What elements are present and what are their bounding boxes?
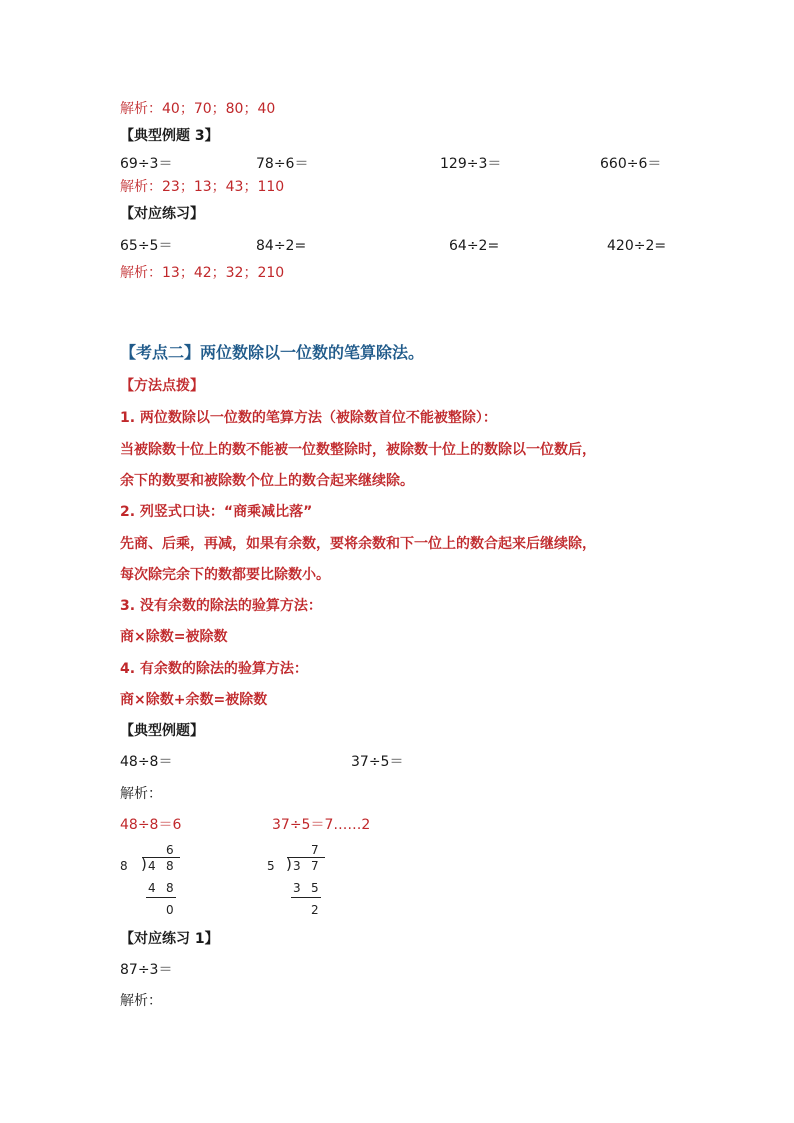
remainder: 2 (311, 903, 319, 917)
problem: 87÷3＝ (120, 962, 173, 978)
problem: 37÷5＝ (351, 754, 404, 770)
result: 37÷5＝7……2 (272, 817, 371, 833)
method-heading: 【方法点拨】 (120, 378, 204, 394)
problem: 84÷2= (256, 238, 307, 254)
method-line: 商×除数=被除数 (120, 629, 228, 645)
method-line: 当被除数十位上的数不能被一位数整除时，被除数十位上的数除以一位数后， (120, 442, 596, 458)
problem: 48÷8＝ (120, 754, 173, 770)
method-line: 商×除数+余数=被除数 (120, 692, 268, 708)
method-line: 2. 列竖式口诀：“商乘减比落” (120, 504, 313, 520)
product-digit: 3 (293, 881, 301, 895)
problem: 78÷6＝ (256, 156, 309, 172)
answer-label: 解析： (120, 101, 162, 117)
divisor: 5 (267, 859, 275, 873)
product-digit: 4 (148, 881, 156, 895)
method-line: 4. 有余数的除法的验算方法： (120, 661, 308, 677)
example3-heading: 【典型例题 3】 (120, 128, 219, 144)
product-digit: 8 (166, 881, 174, 895)
dividend-digit: 7 (311, 859, 319, 873)
subtraction-line (146, 897, 176, 898)
problem: 129÷3＝ (440, 156, 502, 172)
quotient: 6 (166, 843, 174, 857)
result: 48÷8＝6 (120, 817, 182, 833)
dividend-digit: 8 (166, 859, 174, 873)
method-line: 余下的数要和被除数个位上的数合起来继续除。 (120, 473, 414, 489)
problem: 65÷5＝ (120, 238, 173, 254)
method-line: 1. 两位数除以一位数的笔算方法（被除数首位不能被整除）： (120, 410, 497, 426)
example3-answer (120, 178, 284, 196)
division-bar (142, 857, 180, 858)
answer-label: 解析： (120, 265, 162, 281)
example-heading: 【典型例题】 (120, 723, 204, 739)
method-line: 先商、后乘，再减，如果有余数，要将余数和下一位上的数合起来后继续除， (120, 536, 596, 552)
division-bracket: ) (286, 855, 292, 873)
section-title: 【考点二】两位数除以一位数的笔算除法。 (120, 343, 425, 362)
division-bar (287, 857, 325, 858)
subtraction-line (291, 897, 321, 898)
method-line: 每次除完余下的数都要比除数小。 (120, 567, 330, 583)
answer-label: 解析： (120, 179, 162, 195)
dividend-digit: 3 (293, 859, 301, 873)
division-bracket: ) (141, 855, 147, 873)
answer-values: 23；13；43；110 (162, 179, 285, 195)
problem: 660÷6＝ (600, 156, 662, 172)
practice-answer (120, 264, 284, 282)
practice1-heading: 【对应练习 1】 (120, 931, 219, 947)
practice-heading: 【对应练习】 (120, 206, 204, 222)
problem: 69÷3＝ (120, 156, 173, 172)
problem: 64÷2= (449, 238, 500, 254)
answer-line-top (120, 100, 275, 118)
answer-values: 40；70；80；40 (162, 101, 276, 117)
quotient: 7 (311, 843, 319, 857)
method-line: 3. 没有余数的除法的验算方法： (120, 598, 322, 614)
divisor: 8 (120, 859, 128, 873)
problem: 420÷2= (607, 238, 667, 254)
answer-values: 13；42；32；210 (162, 265, 285, 281)
product-digit: 5 (311, 881, 319, 895)
answer-label: 解析： (120, 993, 162, 1009)
remainder: 0 (166, 903, 174, 917)
dividend-digit: 4 (148, 859, 156, 873)
answer-label: 解析： (120, 786, 162, 802)
